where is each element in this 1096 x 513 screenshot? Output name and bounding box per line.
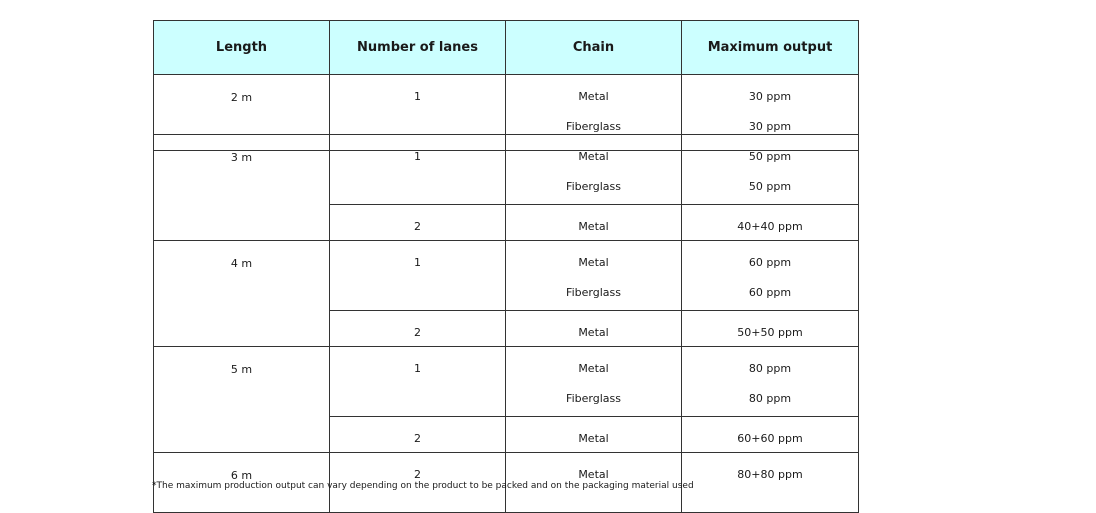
specifications-table-body	[153, 134, 859, 513]
lanes-cell: 2	[330, 417, 506, 453]
lanes-cell: 2	[330, 311, 506, 347]
lanes-cell: 2	[330, 453, 506, 513]
length-cell: 4 m	[154, 241, 330, 347]
output-cell: 50 ppm 50 ppm	[682, 135, 859, 205]
output-cell: 80+80 ppm	[682, 453, 859, 513]
chain-cell: Metal Fiberglass	[506, 347, 682, 417]
length-cell: 6 m	[154, 453, 330, 513]
output-cell: 30 ppm 30 ppm	[682, 75, 859, 151]
chain-cell: Metal	[506, 417, 682, 453]
lanes-cell: 1	[330, 347, 506, 417]
output-cell: 60+60 ppm	[682, 417, 859, 453]
table-row	[154, 241, 859, 311]
header-number-of-lanes: Number of lanes	[330, 21, 506, 75]
lanes-cell: 1	[330, 241, 506, 311]
output-cell: 80 ppm 80 ppm	[682, 347, 859, 417]
header-length: Length	[154, 21, 330, 75]
output-cell: 60 ppm 60 ppm	[682, 241, 859, 311]
chain-cell: Metal Fiberglass	[506, 241, 682, 311]
lanes-cell: 1	[330, 135, 506, 205]
length-cell: 3 m	[154, 135, 330, 241]
length-cell: 2 m	[154, 75, 330, 151]
header-maximum-output: Maximum output	[682, 21, 859, 75]
output-cell: 50+50 ppm	[682, 311, 859, 347]
table-row	[154, 347, 859, 417]
lanes-cell: 1	[330, 75, 506, 151]
chain-cell: Metal	[506, 311, 682, 347]
chain-cell: Metal	[506, 205, 682, 241]
specifications-table	[153, 20, 859, 151]
table-row	[154, 135, 859, 205]
header-chain: Chain	[506, 21, 682, 75]
lanes-cell: 2	[330, 205, 506, 241]
output-cell: 40+40 ppm	[682, 205, 859, 241]
chain-cell: Metal Fiberglass	[506, 135, 682, 205]
chain-cell: Metal Fiberglass	[506, 75, 682, 151]
length-cell: 5 m	[154, 347, 330, 453]
footnote: *The maximum production output can vary depending on the product to be packed and on the packaging material used	[152, 481, 694, 491]
chain-cell: Metal	[506, 453, 682, 513]
header-row	[154, 21, 859, 75]
